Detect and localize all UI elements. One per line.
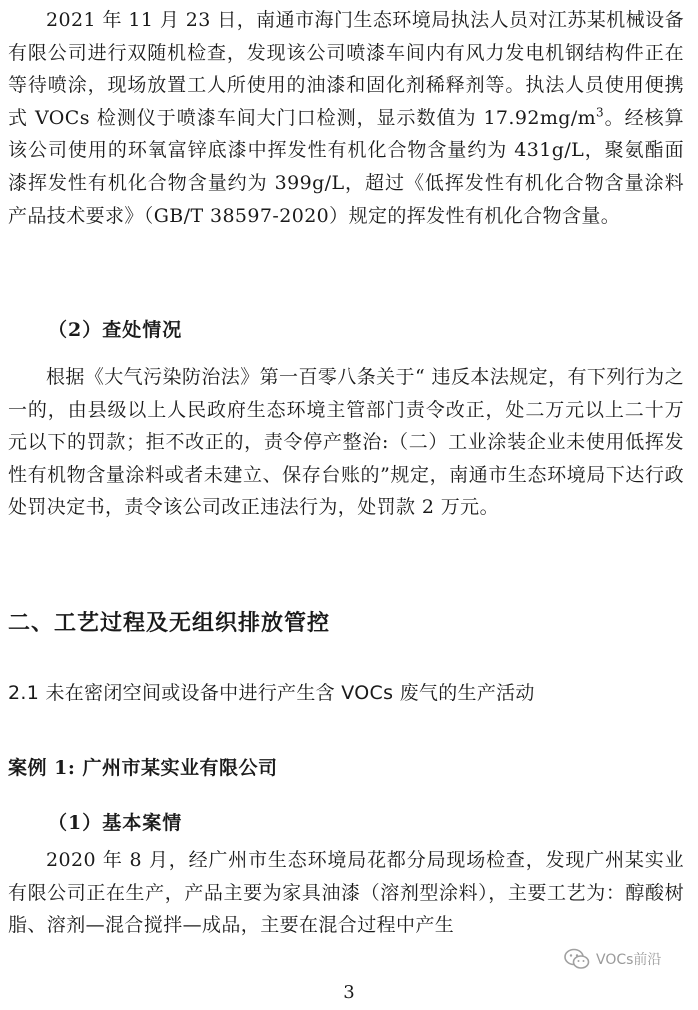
wechat-icon	[564, 948, 590, 970]
paragraph-text: 2021 年 11 月 23 日，南通市海门生态环境局执法人员对江苏某机械设备有限公司进行双随机检查，发现该公司喷漆车间内有风力发电机钢结构件正在等待喷涂，现场放置工人所使用的油漆和固化剂稀释剂等。执法人员使用便携式 VOCs 检测仪于喷漆车间大门口检测，显示数值为 17.92mg/m	[8, 9, 684, 129]
watermark	[564, 944, 661, 974]
paragraph-case-facts: 2020 年 8 月，经广州市生态环境局花都分局现场检查，发现广州某实业有限公司正在生产，产品主要为家具油漆（溶剂型涂料），主要工艺为：醇酸树脂、溶剂—混合搅拌—成品，主要在混合过程中产生	[8, 849, 684, 937]
subsection-heading: 2.1 未在密闭空间或设备中进行产生含 VOCs 废气的生产活动	[8, 682, 535, 704]
case-heading: 案例 1: 广州市某实业有限公司	[8, 757, 278, 779]
section-heading: 二、工艺过程及无组织排放管控	[8, 611, 331, 636]
page-number: 3	[343, 982, 355, 1003]
paragraph-inspection-details	[8, 4, 684, 232]
paragraph-text: 。经核算该公司使用的环氧富锌底漆中挥发性有机化合物含量约为 431g/L，聚氨酯面漆挥发性有机化合物含量约为 399g/L，超过《低挥发性有机化合物含量涂料产品技术要求》（GB/T 38597-2020）规定的挥发性有机化合物含量。	[8, 106, 685, 227]
watermark-text: VOCs前沿	[596, 952, 662, 968]
subheading-basic-facts: （1）基本案情	[48, 812, 183, 834]
subheading-investigation: （2）查处情况	[48, 319, 183, 341]
superscript: 3	[596, 105, 605, 120]
paragraph-penalty: 根据《大气污染防治法》第一百零八条关于“ 违反本法规定，有下列行为之一的，由县级以上人民政府生态环境主管部门责令改正，处二万元以上二十万元以下的罚款；拒不改正的，责令停产整治:（二）工业涂装企业未使用低挥发性有机物含量涂料或者未建立、保存台账的”规定，南通市生态环境局下达行政处罚决定书，责令该公司改正违法行为，处罚款 2 万元。	[8, 366, 684, 519]
